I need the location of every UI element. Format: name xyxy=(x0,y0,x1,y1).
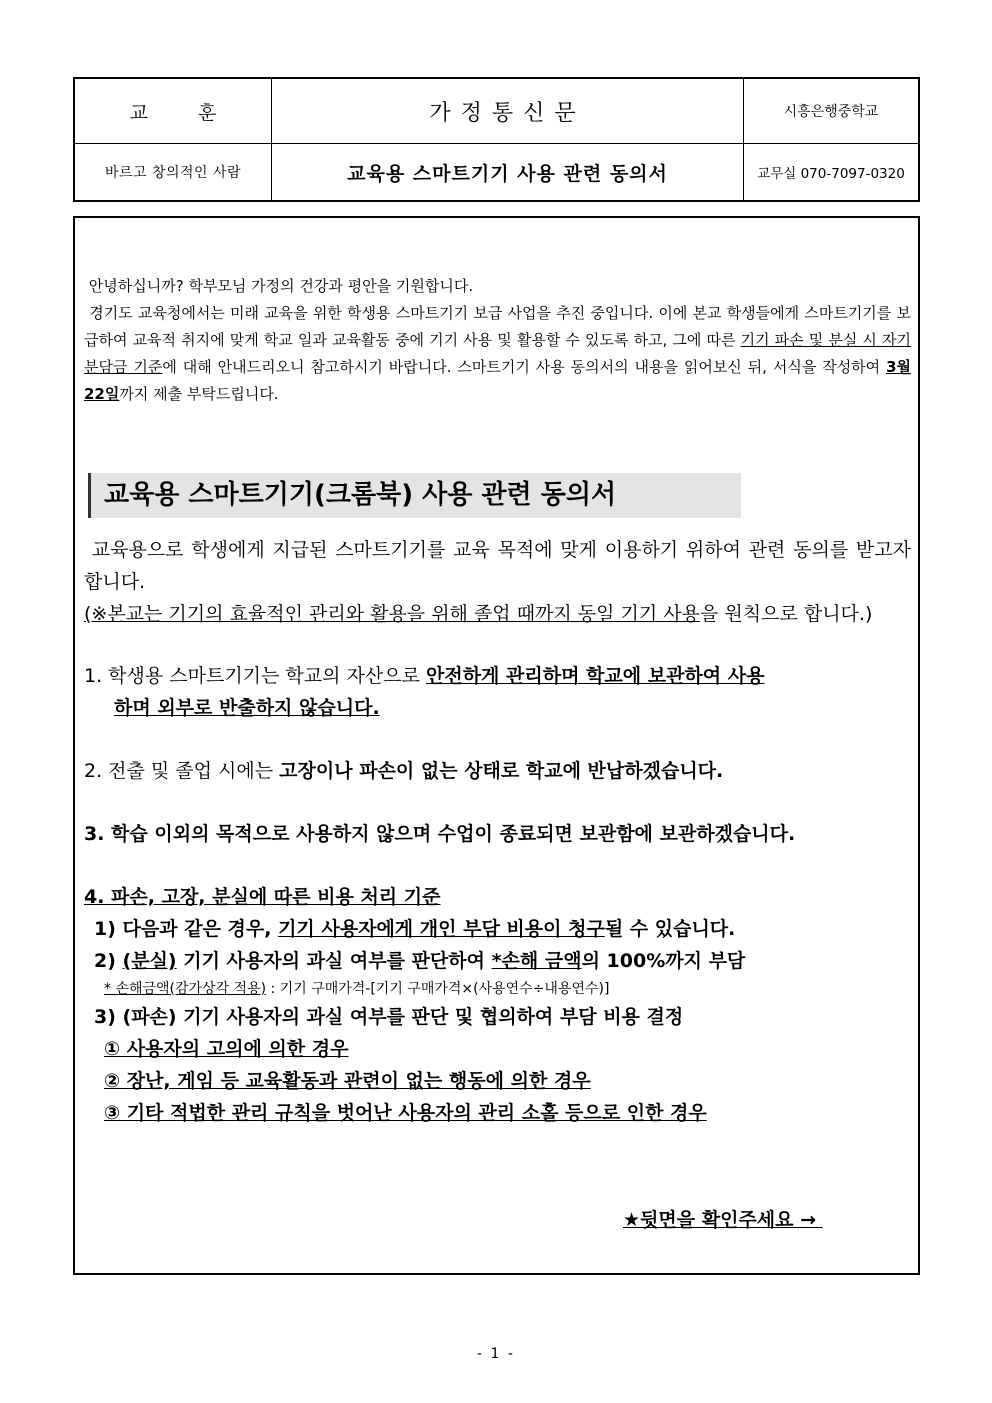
cost-rule-3: 3) (파손) 기기 사용자의 과실 여부를 판단 및 협의하여 부담 비용 결정 xyxy=(94,1006,684,1028)
consent-title: 교육용 스마트기기(크롬북) 사용 관련 동의서 xyxy=(88,473,741,518)
motto-label: 교 훈 xyxy=(75,79,272,144)
newsletter-title: 가정통신문 xyxy=(272,79,744,144)
cost-rule-1: 1) 다음과 같은 경우, 기기 사용자에게 개인 부담 비용이 청구될 수 있습니다. xyxy=(94,918,736,940)
school-name: 시흥은행중학교 xyxy=(744,79,919,144)
cost-rule-2: 2) (분실) 기기 사용자의 과실 여부를 판단하여 *손해 금액의 100%까지 부담 xyxy=(94,950,746,972)
page-number: - 1 - xyxy=(477,1346,515,1362)
consent-note: (※본교는 기기의 효율적인 관리와 활용을 위해 졸업 때까지 동일 기기 사용을 원칙으로 합니다.) xyxy=(84,603,873,625)
intro-section xyxy=(84,273,911,408)
consent-item-4 xyxy=(84,881,911,1129)
school-motto: 바르고 창의적인 사람 xyxy=(75,144,272,200)
due-date: 3월 22일 xyxy=(84,358,911,403)
header-table xyxy=(75,79,918,200)
intro-paragraph: 경기도 교육청에서는 미래 교육을 위한 학생용 스마트기기 보급 사업을 추진 중입니다. 이에 본교 학생들에게 스마트기기를 보급하여 교육적 취지에 맞게 학교 일과 교육활동 중에 기기 사용 및 활용할 수 있도록 하고, 그에 따른 기기 파손 및 분실 시 자기 분담금 기준에 대해 안내드리오니 참고하시기 바랍니다. 스마트기기 사용 동의서의 내용을 읽어보신 뒤, 서식을 작성하여 3월 22일까지 제출 부탁드립니다. xyxy=(84,304,911,403)
case-2: ② 장난, 게임 등 교육활동과 관련이 없는 행동에 의한 경우 xyxy=(104,1070,591,1092)
document-title: 교육용 스마트기기 사용 관련 동의서 xyxy=(272,144,744,200)
newsletter-header xyxy=(73,77,920,202)
cost-standard-title: 4. 파손, 고장, 분실에 따른 비용 처리 기준 xyxy=(84,886,441,908)
consent-item-1: 1. 학생용 스마트기기는 학교의 자산으로 안전하게 관리하며 학교에 보관하여 사용 하며 외부로 반출하지 않습니다. xyxy=(84,665,765,719)
office-phone: 교무실 070-7097-0320 xyxy=(744,144,919,200)
greeting: 안녕하십니까? 학부모님 가정의 건강과 평안을 기원합니다. xyxy=(88,277,474,295)
damage-footnote: * 손해금액(감가상각 적용) : 기기 구매가격-[기기 구매가격×(사용연수÷내용연수)] xyxy=(104,981,610,997)
case-1: ① 사용자의 고의에 의한 경우 xyxy=(104,1038,349,1060)
consent-item-2: 2. 전출 및 졸업 시에는 고장이나 파손이 없는 상태로 학교에 반납하겠습니다. xyxy=(84,760,724,782)
consent-lead: 교육용으로 학생에게 지급된 스마트기기를 교육 목적에 맞게 이용하기 위하여 관련 동의를 받고자 합니다. (※본교는 기기의 효율적인 관리와 활용을 위해 졸업 때까지 동일 기기 사용을 원칙으로 합니다.) xyxy=(84,534,911,630)
see-back-notice: ★뒷면을 확인주세요 → xyxy=(623,1209,823,1231)
consent-item-3: 3. 학습 이외의 목적으로 사용하지 않으며 수업이 종료되면 보관함에 보관하겠습니다. xyxy=(84,823,796,845)
deductible-notice: 기기 파손 및 분실 시 자기 분담금 기준 xyxy=(84,331,911,376)
content-box xyxy=(73,216,920,1275)
case-3: ③ 기타 적법한 관리 규칙을 벗어난 사용자의 관리 소홀 등으로 인한 경우 xyxy=(104,1102,707,1124)
